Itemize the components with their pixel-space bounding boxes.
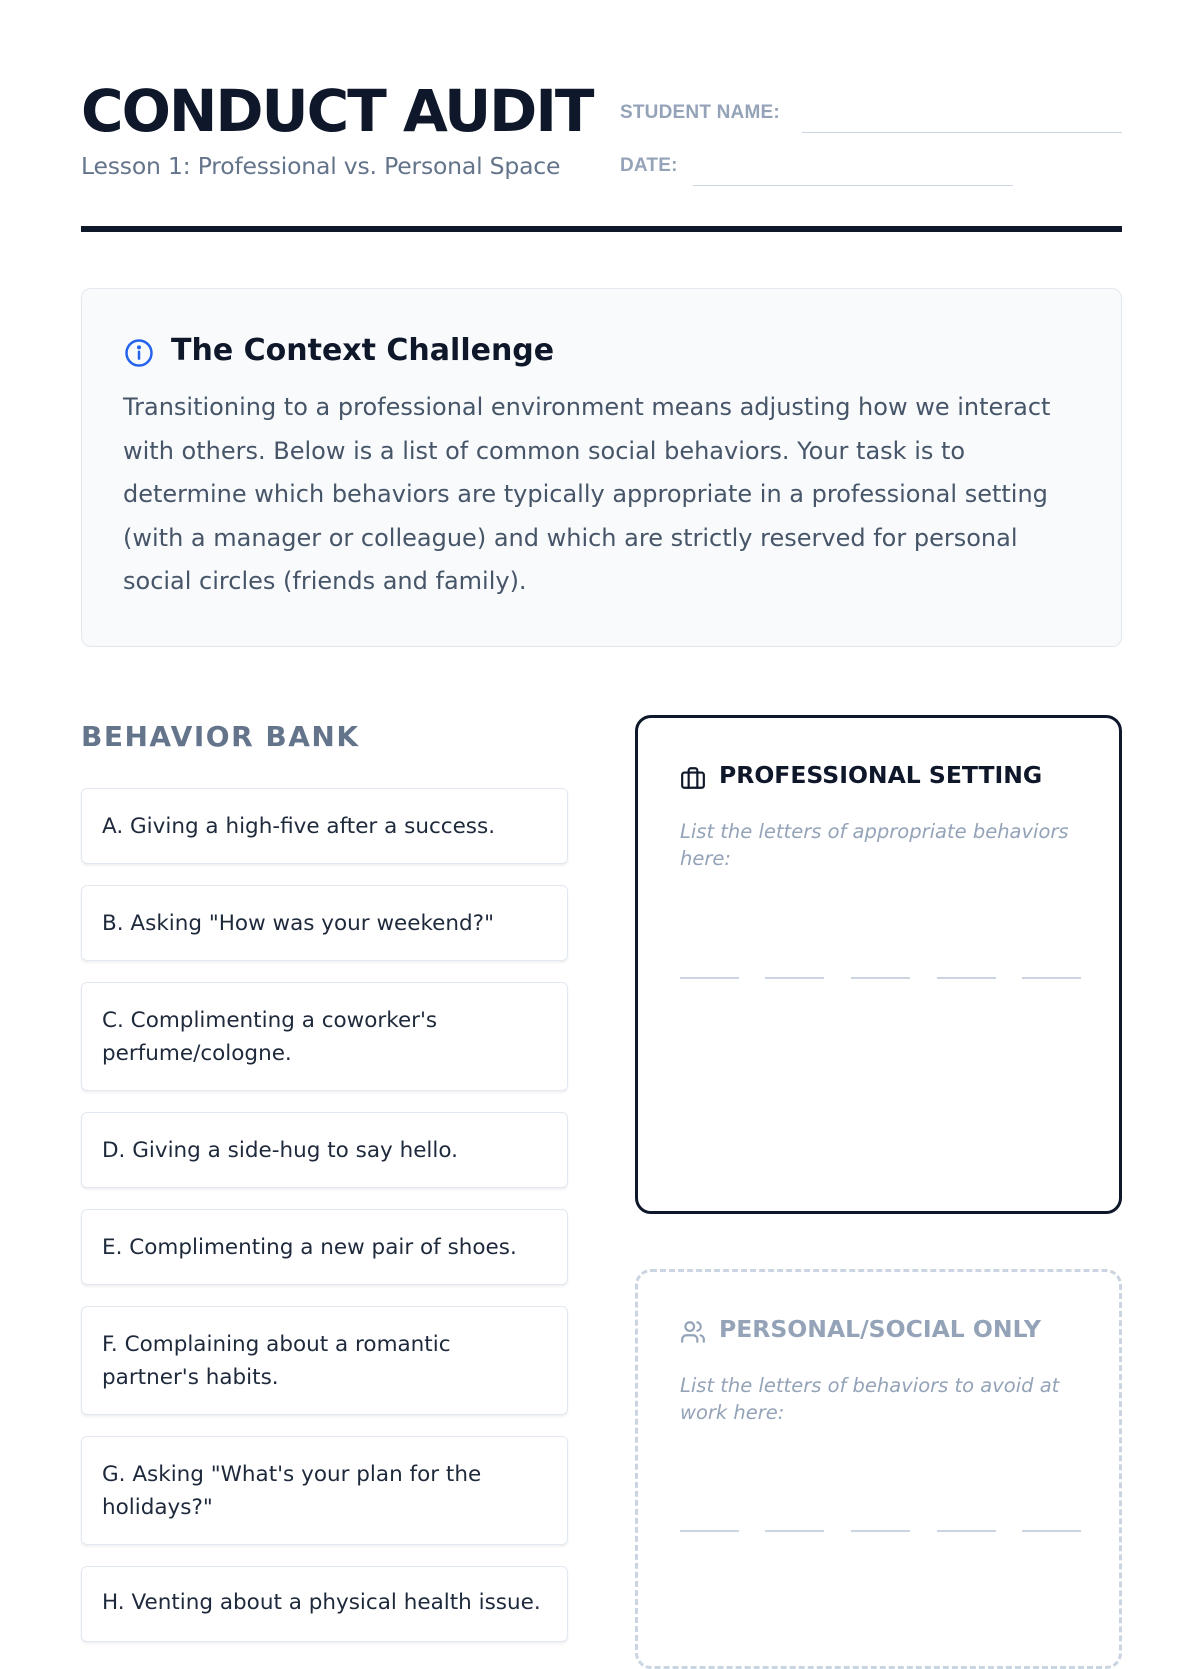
context-title: The Context Challenge: [171, 333, 555, 368]
behavior-text: B. Asking "How was your weekend?": [102, 910, 494, 936]
social-answer-blank[interactable]: [851, 1530, 910, 1532]
behavior-text: G. Asking "What's your plan for the holidays?": [102, 1461, 482, 1520]
professional-answer-blank[interactable]: [851, 977, 910, 979]
users-icon: [680, 1319, 706, 1345]
behavior-card-h[interactable]: [81, 1566, 568, 1642]
professional-answer-blank[interactable]: [1022, 977, 1081, 979]
context-description: Transitioning to a professional environment means adjusting how we interact with others. Below is a list of common social behaviors. Your task is to determine which behaviors are typically appropriate in a professional setting (with a manager or colleague) and which are strictly reserved for personal social circles (friends and family).: [123, 393, 1051, 595]
behavior-text: H. Venting about a physical health issue.: [102, 1590, 541, 1615]
header-divider: [81, 226, 1122, 232]
worksheet-page: [81, 0, 1122, 1615]
behavior-text: D. Giving a side-hug to say hello.: [102, 1137, 458, 1163]
behavior-card-a[interactable]: [81, 788, 568, 864]
behavior-bank-title: BEHAVIOR BANK: [81, 720, 360, 753]
behavior-card-g[interactable]: [81, 1436, 568, 1545]
page-title: CONDUCT AUDIT: [81, 77, 593, 145]
behavior-card-b[interactable]: [81, 885, 568, 961]
professional-answer-blank[interactable]: [680, 977, 739, 979]
lesson-subtitle: Lesson 1: Professional vs. Personal Space: [81, 152, 561, 180]
personal-social-hint: List the letters of behaviors to avoid at work here:: [680, 1374, 1060, 1424]
behavior-card-d[interactable]: [81, 1112, 568, 1188]
date-label: DATE:: [620, 155, 678, 176]
social-answer-blank[interactable]: [1022, 1530, 1081, 1532]
professional-setting-box: [635, 715, 1122, 1214]
social-answer-blank[interactable]: [765, 1530, 824, 1532]
behavior-text: A. Giving a high-five after a success.: [102, 813, 496, 839]
info-icon: [124, 338, 154, 368]
behavior-card-c[interactable]: [81, 982, 568, 1091]
professional-answer-blank[interactable]: [765, 977, 824, 979]
personal-social-title: PERSONAL/SOCIAL ONLY: [719, 1315, 1041, 1343]
professional-setting-title: PROFESSIONAL SETTING: [719, 761, 1043, 789]
behavior-text: F. Complaining about a romantic partner's habits.: [102, 1331, 451, 1390]
personal-social-box: [635, 1269, 1122, 1669]
behavior-text: C. Complimenting a coworker's perfume/cologne.: [102, 1007, 438, 1066]
behavior-text: E. Complimenting a new pair of shoes.: [102, 1234, 517, 1260]
social-answer-blank[interactable]: [680, 1530, 739, 1532]
date-field[interactable]: [693, 185, 1013, 186]
worksheet-header: [81, 77, 1122, 234]
behavior-card-f[interactable]: [81, 1306, 568, 1415]
student-name-field[interactable]: [802, 132, 1122, 133]
briefcase-icon: [680, 765, 706, 791]
social-answer-blank[interactable]: [937, 1530, 996, 1532]
professional-setting-hint: List the letters of appropriate behaviors here:: [680, 820, 1069, 870]
behavior-card-e[interactable]: [81, 1209, 568, 1285]
context-callout: [81, 288, 1122, 647]
student-name-label: STUDENT NAME:: [620, 102, 780, 123]
professional-answer-blank[interactable]: [937, 977, 996, 979]
